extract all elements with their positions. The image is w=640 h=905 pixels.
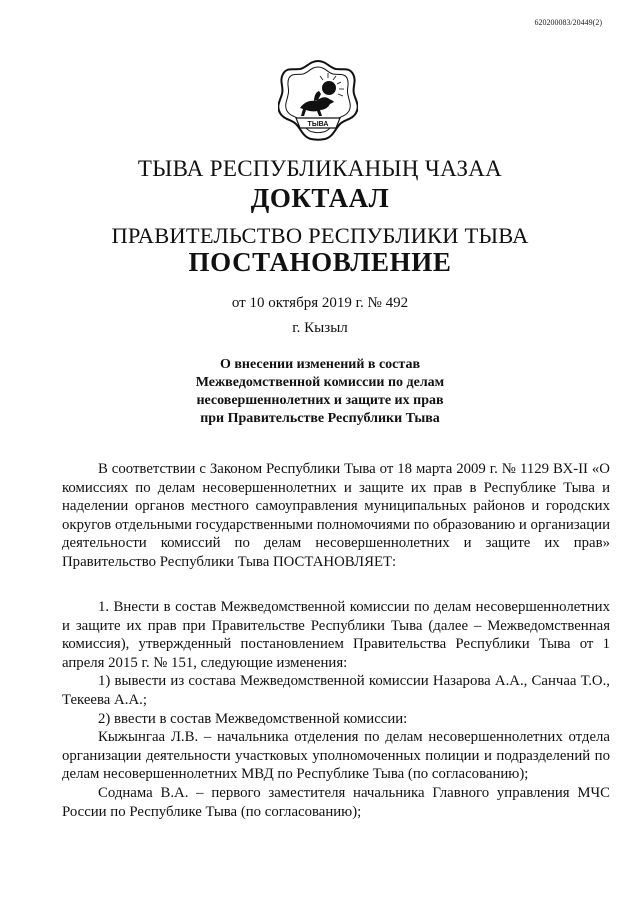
member-2-paragraph: Соднама В.А. – первого заместителя начальника Главного управления МЧС России по Республике Тыва (по согласованию); bbox=[62, 784, 610, 820]
subitem-1-paragraph: 1) вывести из состава Межведомственной комиссии Назарова А.А., Санчаа Т.О., Текеева А.А.; bbox=[62, 673, 610, 708]
subject-line: Межведомственной комиссии по делам bbox=[195, 375, 445, 390]
member-1-paragraph: Кыжынгаа Л.В. – начальника отделения по делам несовершеннолетних отдела организации деятельности участковых уполномоченных полиции и подразделений по делам несовершеннолетних МВД по Республике Тыва (по согласованию); bbox=[62, 729, 610, 783]
tuva-emblem-icon bbox=[278, 58, 358, 142]
preamble-paragraph: В соответствии с Законом Республики Тыва от 18 марта 2009 г. № 1129 ВХ-II «О комиссиях по делам несовершеннолетних и защите их прав в Республике Тыва и наделении органов местного самоуправления муниципальных районов и городских округов отдельными государственными полномочиями по образованию и организации деятельности комиссий по делам несовершеннолетних и защите их прав» Правительство Республики Тыва ПОСТАНОВЛЯЕТ: bbox=[62, 461, 610, 570]
title-tuvan-government: ТЫВА РЕСПУБЛИКАНЫҢ ЧАЗАА bbox=[137, 156, 503, 181]
title-russian-government: ПРАВИТЕЛЬСТВО РЕСПУБЛИКИ ТЫВА bbox=[111, 223, 529, 248]
subject-line: при Правительстве Республики Тыва bbox=[200, 411, 440, 426]
document-id: 620200083/20449(2) bbox=[534, 18, 602, 27]
title-doktaal: ДОКТААЛ bbox=[250, 183, 390, 213]
title-postanovlenie: ПОСТАНОВЛЕНИЕ bbox=[188, 247, 452, 277]
preamble-block bbox=[62, 460, 610, 572]
document-date-number: от 10 октября 2019 г. № 492 bbox=[231, 295, 409, 311]
decree-items-block bbox=[62, 598, 610, 821]
item-1-paragraph: 1. Внести в состав Межведомственной комиссии по делам несовершеннолетних и защите их прав при Правительстве Республики Тыва (далее – Межведомственная комиссия), утвержденный постановлением Правительства Республики Тыва от 1 апреля 2015 г. № 151, следующие изменения: bbox=[62, 599, 610, 671]
subject-line: О внесении изменений в состав bbox=[219, 357, 421, 372]
subitem-2-paragraph: 2) ввести в состав Межведомственной комиссии: bbox=[98, 710, 408, 727]
document-city: г. Кызыл bbox=[292, 320, 348, 336]
emblem-ribbon-text: ТЫВА bbox=[307, 121, 329, 128]
document-subject bbox=[0, 356, 640, 428]
subject-line: несовершеннолетних и защите их прав bbox=[196, 393, 444, 408]
